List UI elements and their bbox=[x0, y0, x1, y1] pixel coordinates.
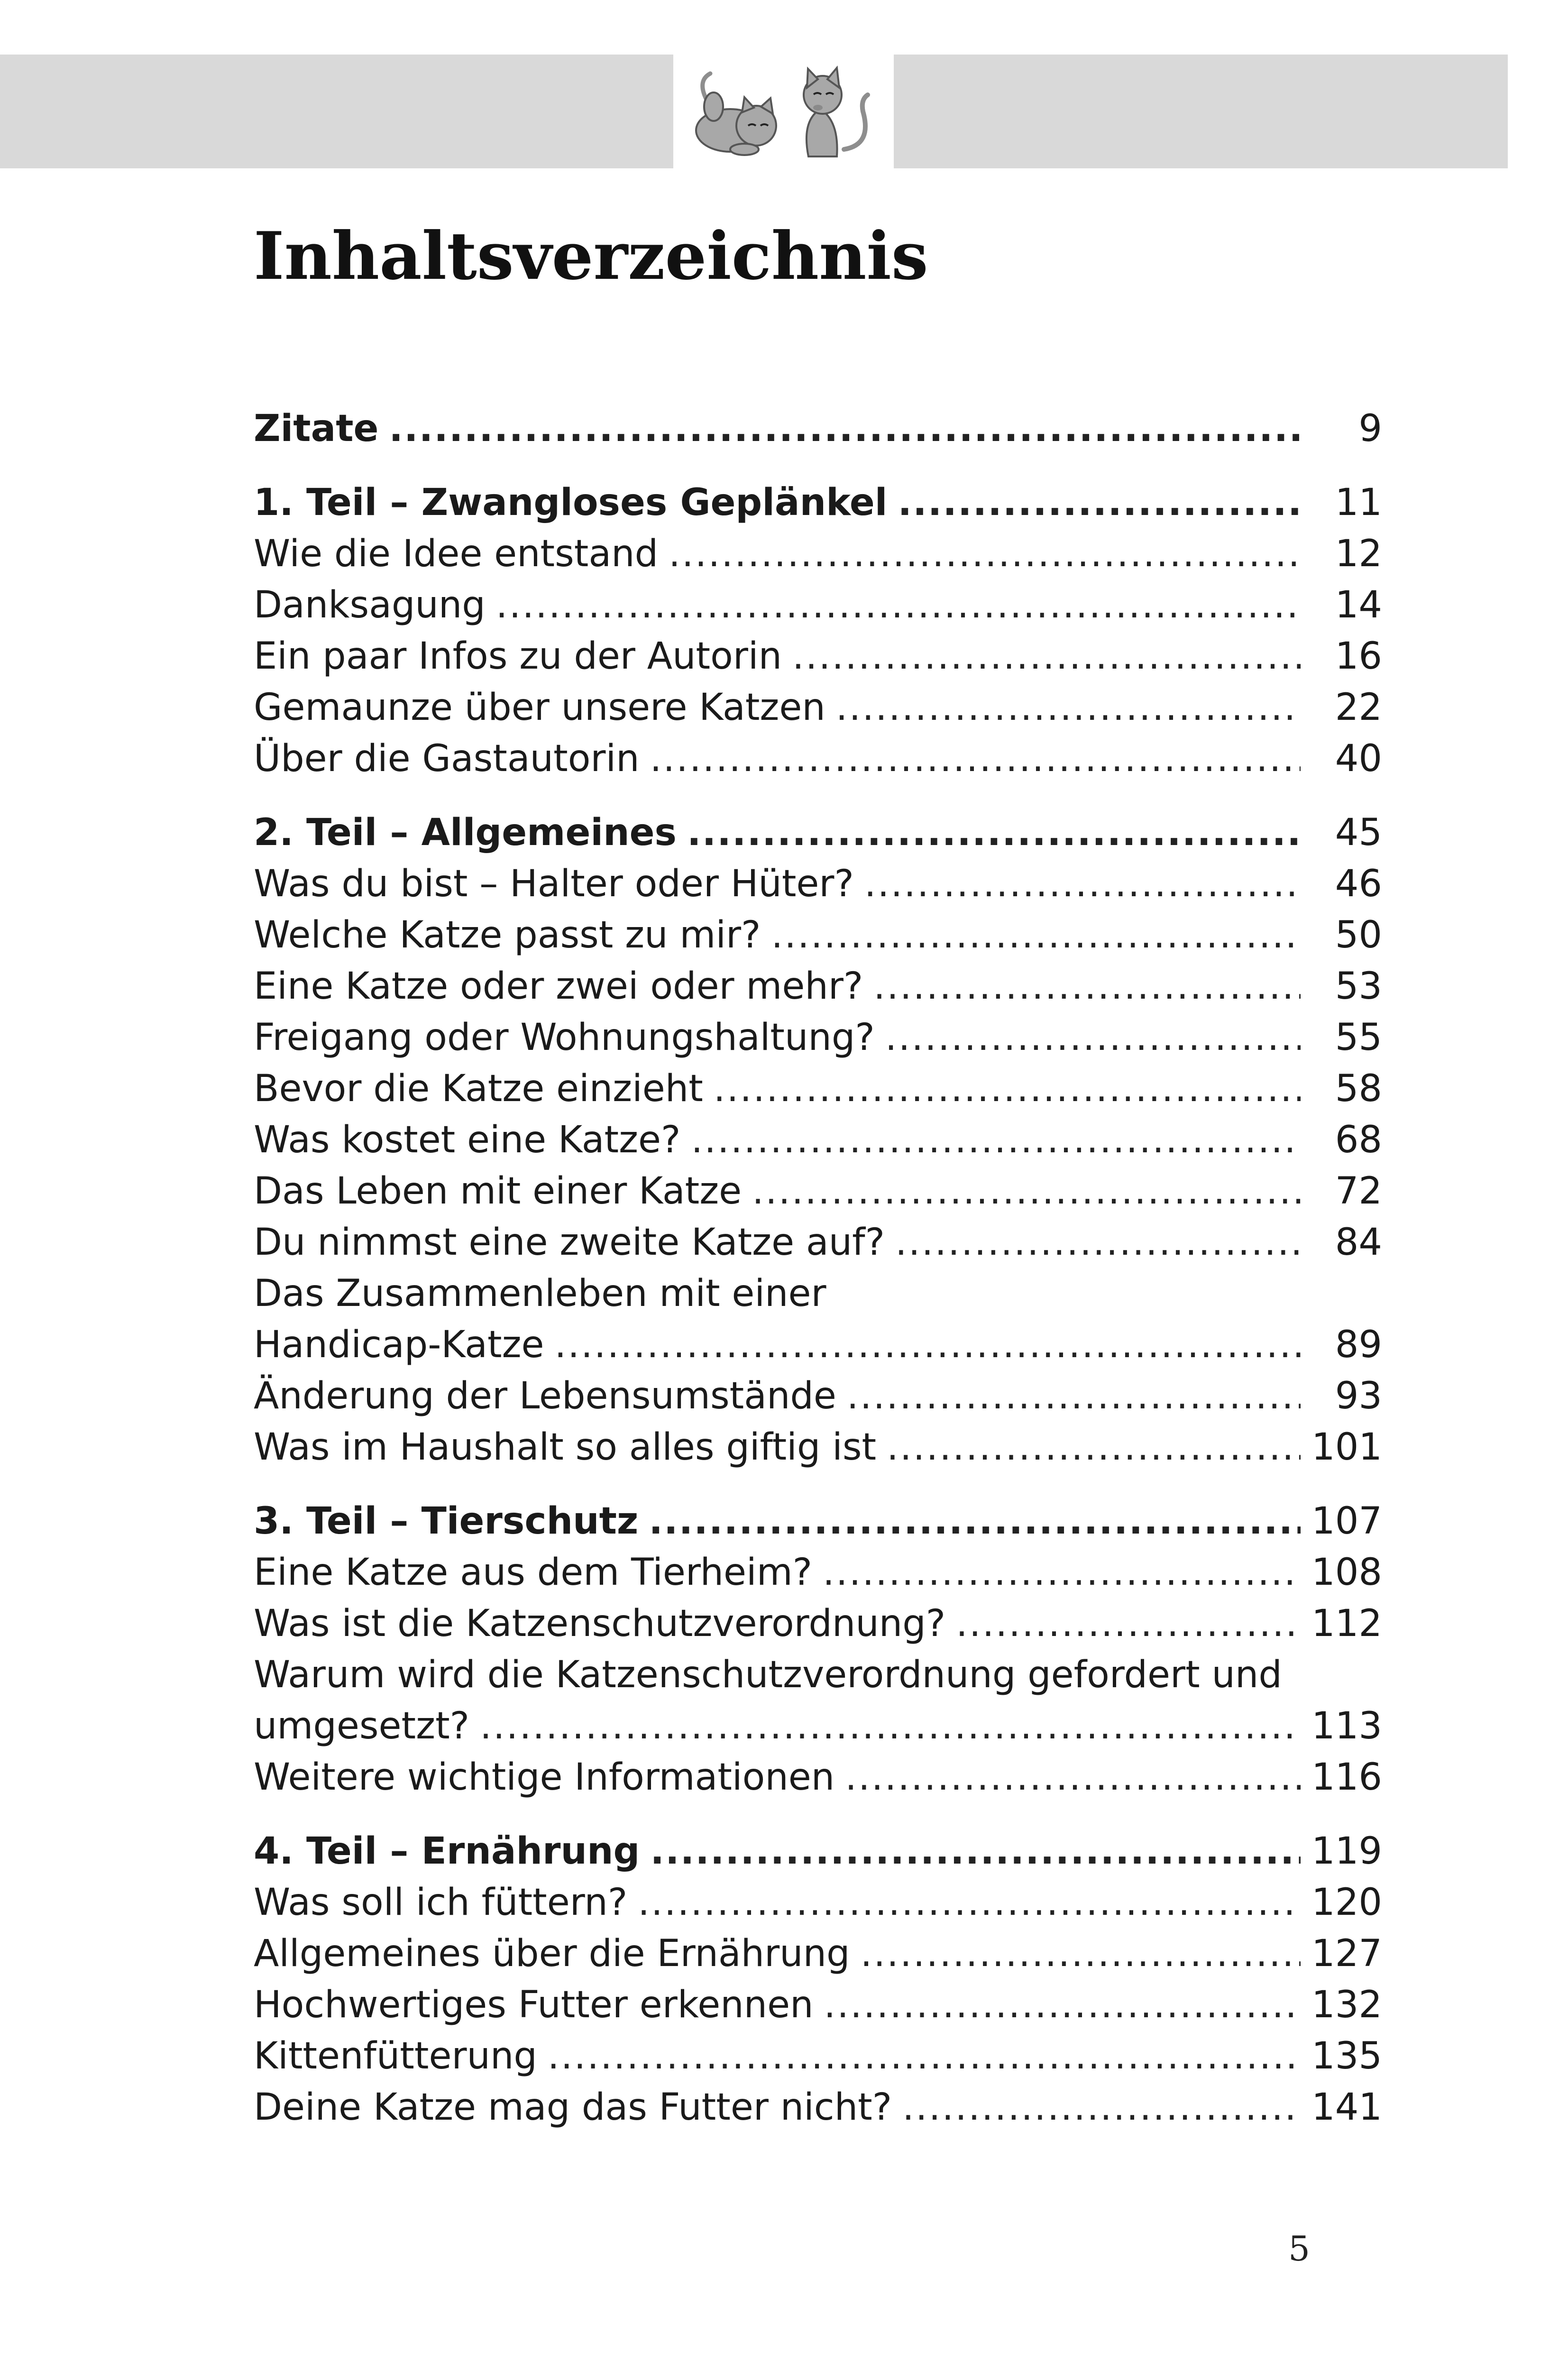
dot-leader bbox=[691, 1114, 1301, 1166]
toc-entry-line bbox=[254, 1649, 1382, 1700]
toc-entry-label: 4. Teil – Ernährung bbox=[254, 1830, 640, 1873]
toc-entry-label: Wie die Idee entstand bbox=[254, 533, 659, 575]
toc-entry-page: 116 bbox=[1311, 1756, 1382, 1799]
toc-entry-label: Warum wird die Katzenschutzverordnung gefordert und bbox=[254, 1654, 1282, 1696]
toc-entry-label: 2. Teil – Allgemeines bbox=[254, 811, 677, 854]
toc-entry-page: 89 bbox=[1335, 1323, 1382, 1366]
toc-entry-page: 14 bbox=[1335, 584, 1382, 626]
toc-entry-line bbox=[254, 1268, 1382, 1319]
toc-entry-label: Was du bist – Halter oder Hüter? bbox=[254, 863, 854, 905]
toc-entry-page: 46 bbox=[1335, 863, 1382, 905]
toc-entry-label: Welche Katze passt zu mir? bbox=[254, 914, 761, 956]
dot-leader bbox=[847, 1370, 1301, 1422]
toc-section bbox=[254, 807, 1382, 1473]
toc-section bbox=[254, 477, 1382, 784]
toc-entry-label: Allgemeines über die Ernährung bbox=[254, 1932, 850, 1975]
dot-leader bbox=[956, 1598, 1301, 1649]
cats-illustration bbox=[673, 55, 894, 168]
toc-entry-label: Du nimmst eine zweite Katze auf? bbox=[254, 1221, 885, 1264]
toc-entry bbox=[254, 1114, 1382, 1166]
toc-entry-label: Was kostet eine Katze? bbox=[254, 1119, 681, 1161]
toc-entry bbox=[254, 910, 1382, 961]
toc-entry bbox=[254, 733, 1382, 784]
toc-entry-label: Deine Katze mag das Futter nicht? bbox=[254, 2086, 892, 2129]
toc-entry bbox=[254, 1319, 1382, 1370]
toc-entry-label: Was im Haushalt so alles giftig ist bbox=[254, 1426, 877, 1469]
toc-entry-label: Ein paar Infos zu der Autorin bbox=[254, 635, 782, 678]
toc-entry bbox=[254, 1012, 1382, 1063]
toc-entry-page: 107 bbox=[1311, 1500, 1382, 1543]
page-title: Inhaltsverzeichnis bbox=[254, 217, 928, 294]
dot-leader bbox=[824, 1979, 1301, 2031]
toc-entry-label: Eine Katze aus dem Tierheim? bbox=[254, 1551, 813, 1594]
toc-entry bbox=[254, 1063, 1382, 1114]
toc-entry bbox=[254, 1928, 1382, 1979]
toc-part-heading bbox=[254, 1826, 1382, 1877]
toc-entry-label: Was soll ich füttern? bbox=[254, 1881, 628, 1924]
toc-entry bbox=[254, 1979, 1382, 2031]
dot-leader bbox=[873, 961, 1301, 1012]
dot-leader bbox=[650, 733, 1301, 784]
toc-entry-page: 58 bbox=[1335, 1067, 1382, 1110]
toc-entry-label: Änderung der Lebensumstände bbox=[254, 1375, 836, 1417]
toc-entry-page: 45 bbox=[1335, 811, 1382, 854]
toc-entry bbox=[254, 682, 1382, 733]
dot-leader bbox=[389, 403, 1301, 454]
toc-entry-page: 11 bbox=[1335, 481, 1382, 524]
toc-entry bbox=[254, 1598, 1382, 1649]
toc-entry-label: umgesetzt? bbox=[254, 1705, 470, 1747]
toc-entry-page: 55 bbox=[1335, 1016, 1382, 1059]
toc-entry bbox=[254, 579, 1382, 631]
toc-entry-label: Hochwertiges Futter erkennen bbox=[254, 1984, 814, 2026]
toc-entry-page: 22 bbox=[1335, 686, 1382, 729]
dot-leader bbox=[792, 631, 1301, 682]
toc-entry bbox=[254, 961, 1382, 1012]
dot-leader bbox=[480, 1700, 1301, 1752]
toc-entry-label: Gemaunze über unsere Katzen bbox=[254, 686, 825, 729]
toc-entry-page: 132 bbox=[1311, 1984, 1382, 2026]
toc-entry-label: Bevor die Katze einzieht bbox=[254, 1067, 703, 1110]
toc-entry-page: 93 bbox=[1335, 1375, 1382, 1417]
toc-entry-label: Freigang oder Wohnungshaltung? bbox=[254, 1016, 875, 1059]
toc-entry-page: 113 bbox=[1311, 1705, 1382, 1747]
dot-leader bbox=[895, 1217, 1301, 1268]
toc-entry-page: 127 bbox=[1311, 1932, 1382, 1975]
toc-entry bbox=[254, 1217, 1382, 1268]
dot-leader bbox=[771, 910, 1301, 961]
toc-entry bbox=[254, 2082, 1382, 2133]
dot-leader bbox=[887, 1422, 1301, 1473]
toc-entry-label: Handicap-Katze bbox=[254, 1323, 544, 1366]
toc-entry-label: Eine Katze oder zwei oder mehr? bbox=[254, 965, 863, 1008]
toc-entry-page: 68 bbox=[1335, 1119, 1382, 1161]
toc-entry-label: Was ist die Katzenschutzverordnung? bbox=[254, 1602, 946, 1645]
dot-leader bbox=[548, 2031, 1301, 2082]
dot-leader bbox=[902, 2082, 1301, 2133]
toc-entry-label: Über die Gastautorin bbox=[254, 737, 640, 780]
toc-entry-label: Kittenfütterung bbox=[254, 2035, 537, 2077]
toc-entry bbox=[254, 2031, 1382, 2082]
dot-leader bbox=[555, 1319, 1301, 1370]
toc-part-heading bbox=[254, 807, 1382, 858]
dot-leader bbox=[864, 858, 1301, 910]
toc-entry-page: 16 bbox=[1335, 635, 1382, 678]
table-of-contents bbox=[254, 403, 1382, 2156]
dot-leader bbox=[823, 1547, 1301, 1598]
toc-entry bbox=[254, 528, 1382, 579]
toc-entry bbox=[254, 1422, 1382, 1473]
toc-section bbox=[254, 1826, 1382, 2133]
toc-entry-page: 12 bbox=[1335, 533, 1382, 575]
toc-entry-page: 50 bbox=[1335, 914, 1382, 956]
toc-entry-page: 119 bbox=[1311, 1830, 1382, 1873]
dot-leader bbox=[752, 1166, 1301, 1217]
toc-entry-page: 72 bbox=[1335, 1170, 1382, 1213]
toc-entry-page: 9 bbox=[1358, 407, 1382, 450]
toc-entry bbox=[254, 1547, 1382, 1598]
toc-entry-page: 84 bbox=[1335, 1221, 1382, 1264]
dot-leader bbox=[650, 1826, 1301, 1877]
dot-leader bbox=[669, 528, 1301, 579]
toc-entry bbox=[254, 1370, 1382, 1422]
toc-entry-label: Weitere wichtige Informationen bbox=[254, 1756, 835, 1799]
toc-entry bbox=[254, 1752, 1382, 1803]
dot-leader bbox=[496, 579, 1301, 631]
dot-leader bbox=[714, 1063, 1301, 1114]
toc-entry-page: 108 bbox=[1311, 1551, 1382, 1594]
two-grey-cats-icon bbox=[673, 55, 894, 168]
toc-entry-label: Danksagung bbox=[254, 584, 486, 626]
dot-leader bbox=[898, 477, 1301, 528]
toc-entry bbox=[254, 1877, 1382, 1928]
dot-leader bbox=[638, 1877, 1301, 1928]
toc-entry-page: 101 bbox=[1311, 1426, 1382, 1469]
toc-entry-zitate bbox=[254, 403, 1382, 454]
toc-section bbox=[254, 1496, 1382, 1803]
dot-leader bbox=[845, 1752, 1301, 1803]
toc-entry-label: Das Leben mit einer Katze bbox=[254, 1170, 742, 1213]
dot-leader bbox=[885, 1012, 1301, 1063]
toc-entry bbox=[254, 1700, 1382, 1752]
dot-leader bbox=[649, 1496, 1301, 1547]
toc-entry-page: 40 bbox=[1335, 737, 1382, 780]
toc-entry bbox=[254, 858, 1382, 910]
toc-zitate bbox=[254, 403, 1382, 454]
toc-entry-page: 120 bbox=[1311, 1881, 1382, 1924]
dot-leader bbox=[687, 807, 1301, 858]
toc-entry-label: Das Zusammenleben mit einer bbox=[254, 1272, 826, 1315]
dot-leader bbox=[861, 1928, 1301, 1979]
toc-entry-label: Zitate bbox=[254, 407, 379, 450]
toc-entry bbox=[254, 631, 1382, 682]
dot-leader bbox=[836, 682, 1301, 733]
toc-entry-page: 112 bbox=[1311, 1602, 1382, 1645]
toc-entry-page: 53 bbox=[1335, 965, 1382, 1008]
toc-entry-page: 135 bbox=[1311, 2035, 1382, 2077]
toc-entry-label: 1. Teil – Zwangloses Geplänkel bbox=[254, 481, 888, 524]
page-number: 5 bbox=[1288, 2229, 1310, 2269]
toc-entry-page: 141 bbox=[1311, 2086, 1382, 2129]
toc-part-heading bbox=[254, 477, 1382, 528]
toc-entry-label: 3. Teil – Tierschutz bbox=[254, 1500, 639, 1543]
toc-part-heading bbox=[254, 1496, 1382, 1547]
toc-entry bbox=[254, 1166, 1382, 1217]
